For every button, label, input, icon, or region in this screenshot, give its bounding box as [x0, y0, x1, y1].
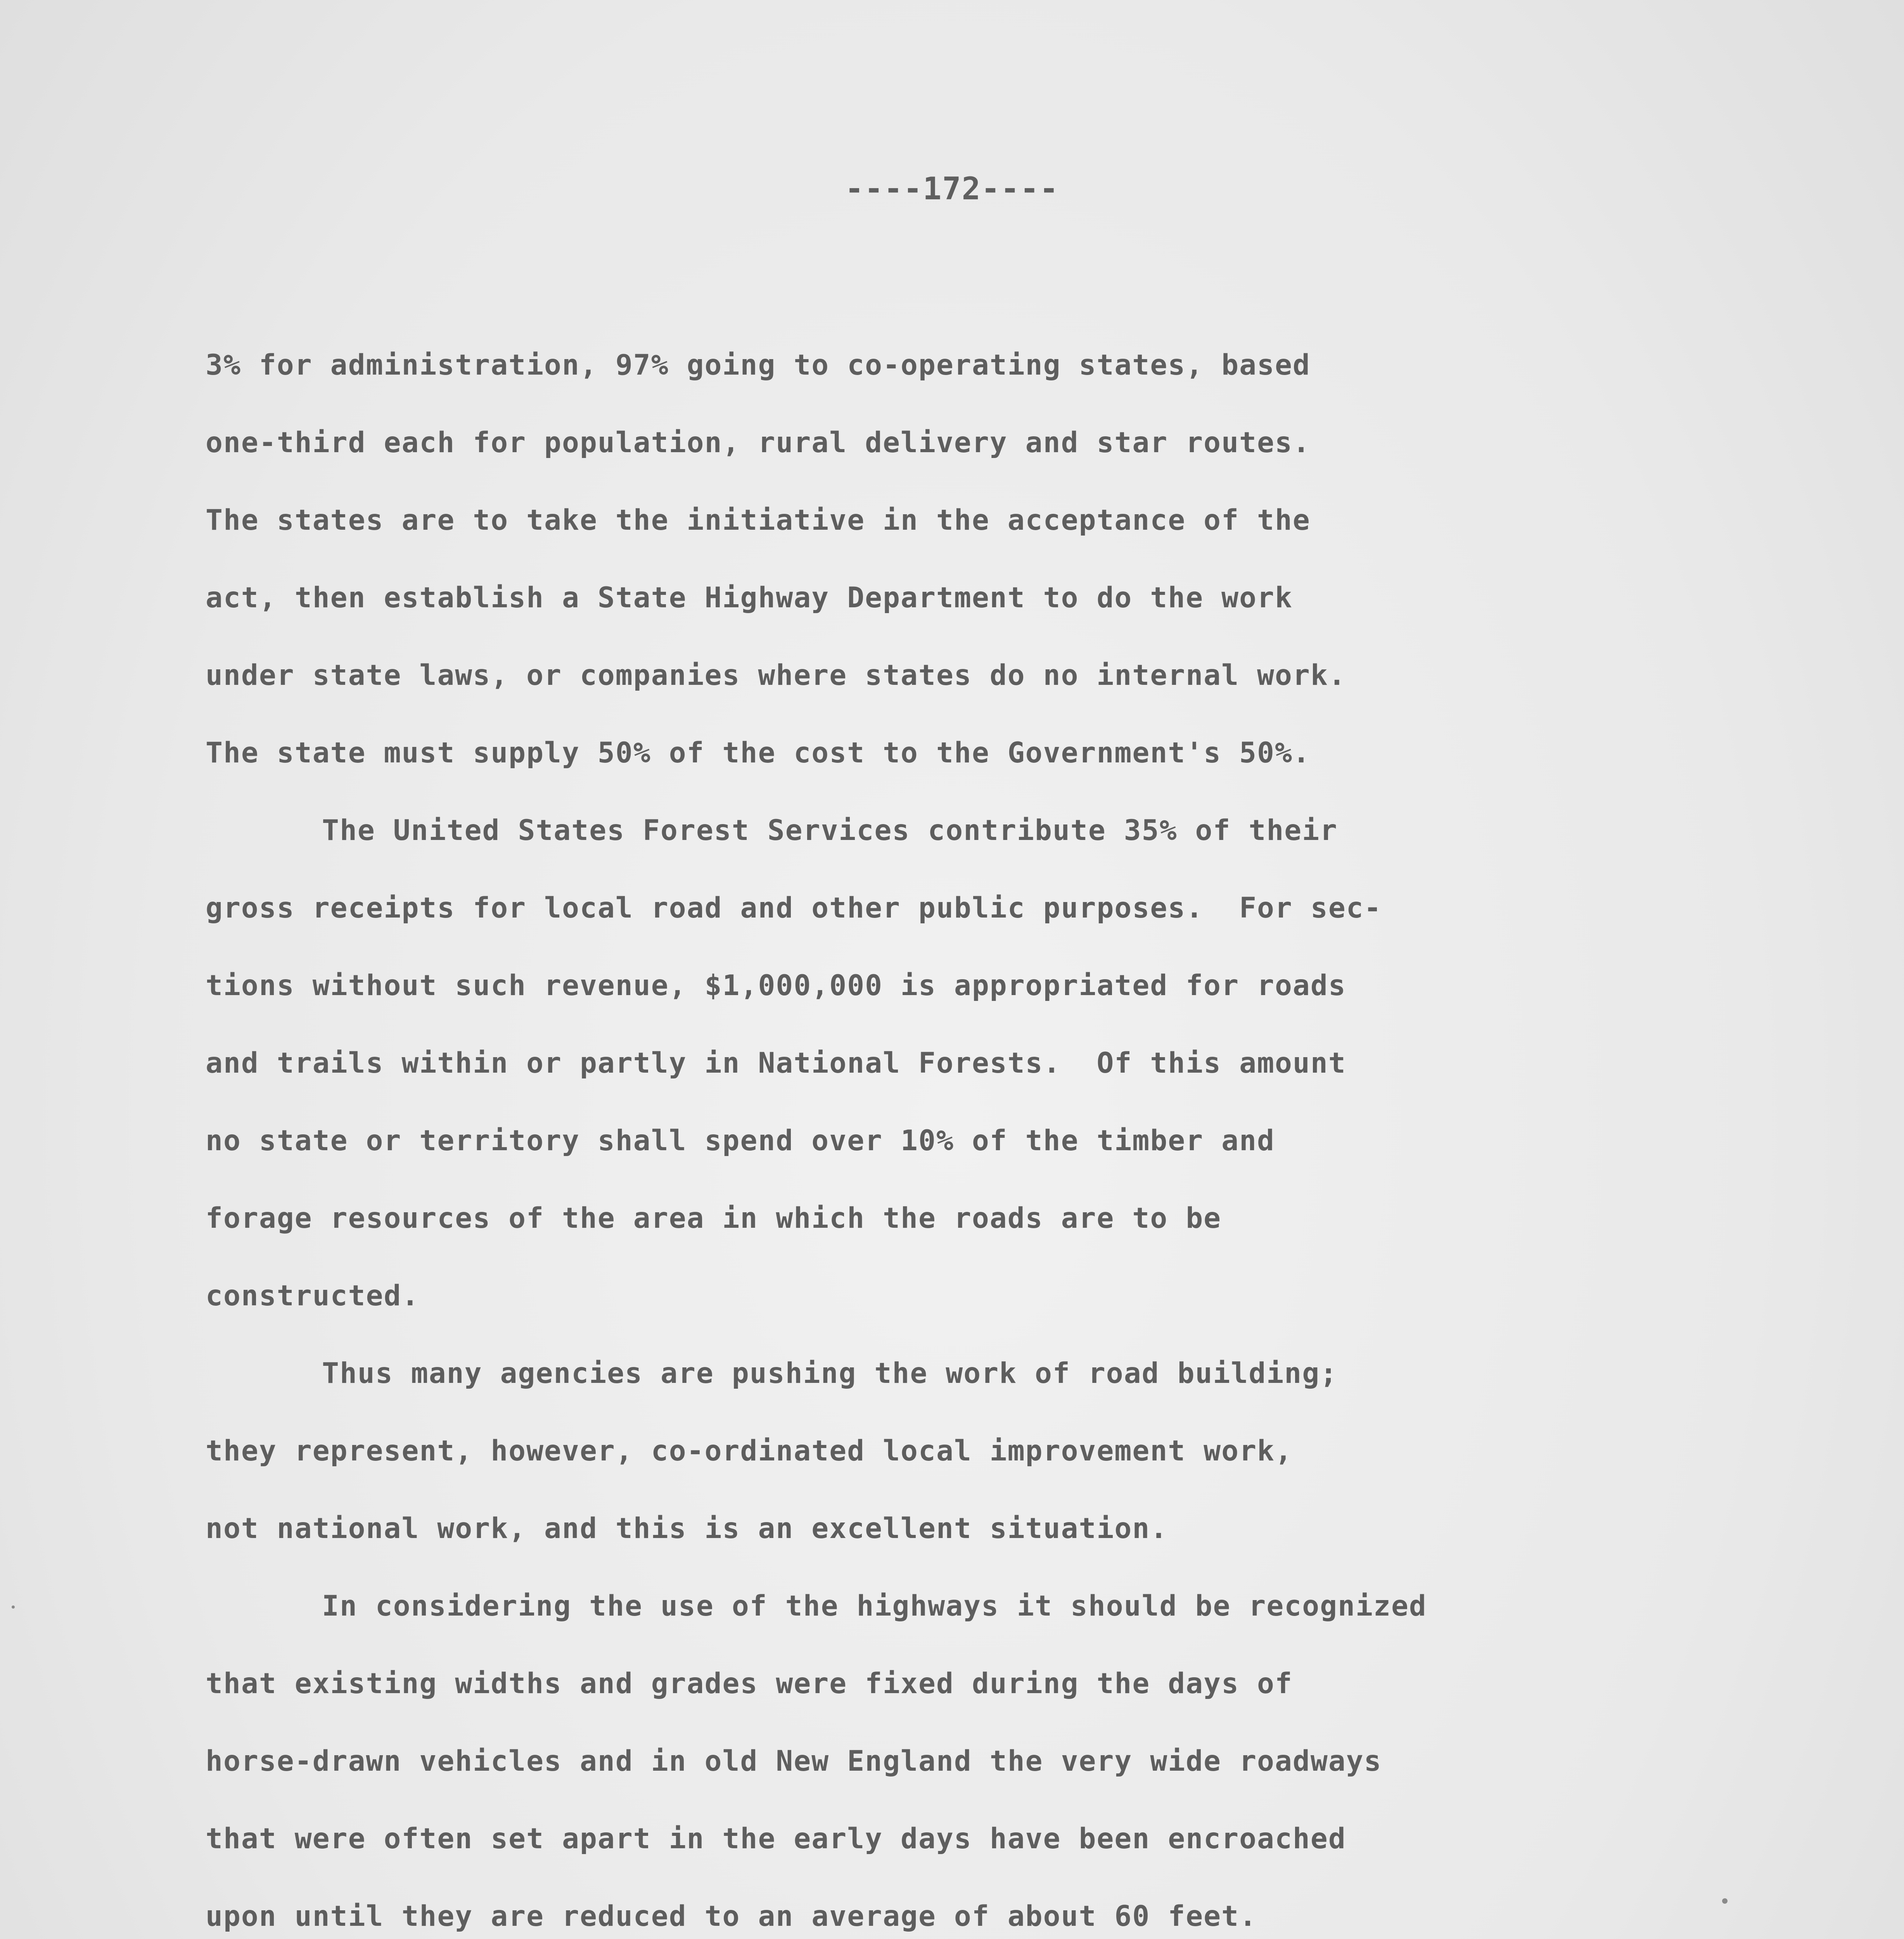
- paragraph-first-line: The United States Forest Services contribute 35% of their: [322, 814, 1338, 847]
- paper-speck: [1722, 1898, 1728, 1904]
- text-line: under state laws, or companies where states do no internal work.: [206, 659, 1346, 692]
- text-line: one-third each for population, rural delivery and star routes.: [206, 426, 1311, 459]
- text-line: act, then establish a State Highway Department to do the work: [206, 581, 1293, 614]
- text-line: constructed.: [206, 1279, 420, 1312]
- text-line: they represent, however, co-ordinated local improvement work,: [206, 1434, 1293, 1467]
- text-line: horse-drawn vehicles and in old New England the very wide roadways: [206, 1745, 1382, 1778]
- text-line: no state or territory shall spend over 10% of the timber and: [206, 1124, 1275, 1157]
- page-number: ----172----: [845, 171, 1059, 207]
- paragraph-first-line: Thus many agencies are pushing the work of road building;: [322, 1357, 1338, 1390]
- body-text: [206, 327, 1427, 1939]
- text-line: gross receipts for local road and other public purposes. For sec-: [206, 892, 1382, 925]
- text-line: that were often set apart in the early days have been encroached: [206, 1822, 1346, 1855]
- text-line: tions without such revenue, $1,000,000 is appropriated for roads: [206, 969, 1346, 1002]
- text-line: not national work, and this is an excellent situation.: [206, 1512, 1168, 1545]
- paper-speck: [12, 1605, 15, 1609]
- text-line: that existing widths and grades were fixed during the days of: [206, 1667, 1293, 1700]
- text-line: and trails within or partly in National Forests. Of this amount: [206, 1047, 1346, 1080]
- text-line: The state must supply 50% of the cost to the Government's 50%.: [206, 736, 1311, 769]
- paragraph-first-line: In considering the use of the highways it should be recognized: [322, 1590, 1427, 1623]
- text-line: upon until they are reduced to an average of about 60 feet.: [206, 1900, 1257, 1933]
- text-line: 3% for administration, 97% going to co-operating states, based: [206, 349, 1311, 382]
- text-line: The states are to take the initiative in the acceptance of the: [206, 504, 1311, 537]
- text-line: forage resources of the area in which the roads are to be: [206, 1202, 1222, 1235]
